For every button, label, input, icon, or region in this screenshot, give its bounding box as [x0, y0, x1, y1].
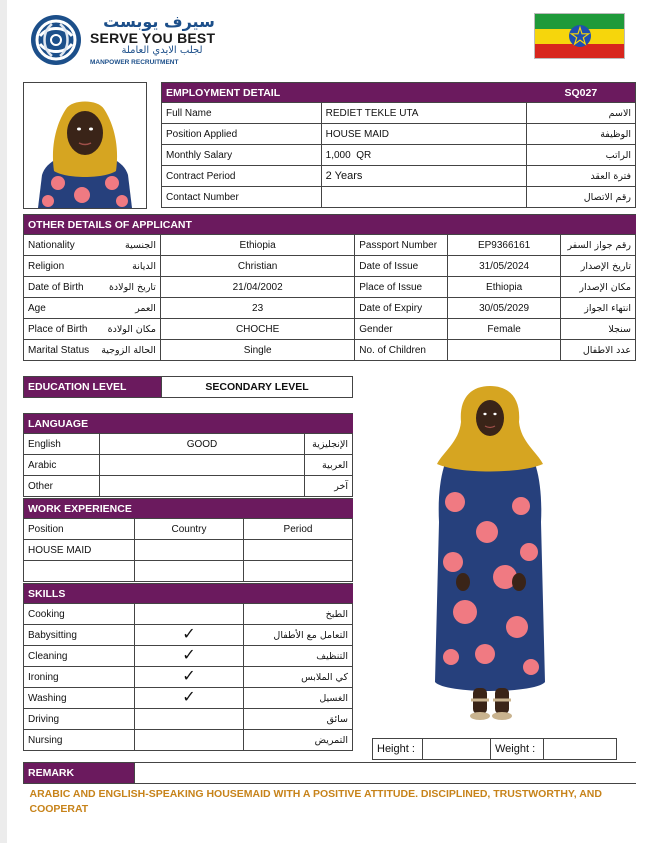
field-label: Date of Issue [355, 256, 448, 277]
field-label: Date of Expiry [355, 298, 448, 319]
skill-label-ar: الغسيل [244, 688, 353, 709]
work-country-cell [135, 561, 244, 582]
skill-label: Cooking [24, 604, 135, 625]
table-row [162, 145, 636, 166]
table-row [24, 730, 353, 751]
field-label: Date of Birth [24, 277, 94, 298]
weight-label: Weight : [491, 739, 544, 760]
full-name-value: REDIET TEKLE UTA [321, 103, 527, 124]
employment-detail-table [161, 82, 636, 208]
skill-check-cell [135, 709, 244, 730]
skill-label-ar: كي الملابس [244, 667, 353, 688]
other-language-value [100, 476, 305, 497]
height-weight-table [372, 738, 617, 760]
skill-label: Driving [24, 709, 135, 730]
logo-arabic-name: سيرف يوبست [103, 12, 215, 31]
field-label-ar: الوظيفة [527, 124, 636, 145]
company-logo [28, 12, 228, 68]
table-row [24, 709, 353, 730]
field-label-ar: الاسم [527, 103, 636, 124]
marital-status-value: Single [160, 340, 354, 361]
field-label-ar: رقم جواز السفر [560, 235, 635, 256]
field-label-ar: الديانة [93, 256, 160, 277]
skill-check-cell [135, 688, 244, 709]
field-label: No. of Children [355, 340, 448, 361]
place-of-birth-value: CHOCHE [160, 319, 354, 340]
date-of-expiry-value: 30/05/2029 [448, 298, 561, 319]
checkmark-icon: ✓ [182, 626, 196, 643]
work-period-cell [244, 561, 353, 582]
table-header-row [24, 519, 353, 540]
skill-check-cell [135, 604, 244, 625]
skill-label: Babysitting [24, 625, 135, 646]
skill-label-ar: التعامل مع الأطفال [244, 625, 353, 646]
skill-check-cell [135, 667, 244, 688]
ethiopia-flag [534, 13, 625, 59]
logo-arabic-sub: لجلب الايدي العاملة [121, 45, 203, 56]
field-label: Marital Status [24, 340, 94, 361]
field-label-ar: العمر [93, 298, 160, 319]
contract-value: 2 Years [321, 166, 527, 187]
field-label-ar: فترة العقد [527, 166, 636, 187]
page-margin-bar [0, 0, 7, 843]
field-label-ar: الحالة الزوجية [93, 340, 160, 361]
place-of-issue-value: Ethiopia [448, 277, 561, 298]
field-label-ar: الراتب [527, 145, 636, 166]
field-label-ar: عدد الاطفال [560, 340, 635, 361]
nationality-value: Ethiopia [160, 235, 354, 256]
table-row [162, 187, 636, 208]
work-period-cell [244, 540, 353, 561]
table-row [24, 256, 636, 277]
skill-label: Ironing [24, 667, 135, 688]
field-label: Religion [24, 256, 94, 277]
table-row [162, 166, 636, 187]
date-of-issue-value: 31/05/2024 [448, 256, 561, 277]
field-label: Contact Number [162, 187, 322, 208]
logo-knot-icon [28, 12, 84, 68]
english-level-value: GOOD [100, 434, 305, 455]
skill-check-cell [135, 646, 244, 667]
field-label-ar: العربية [305, 455, 353, 476]
employment-header: EMPLOYMENT DETAIL [162, 83, 527, 103]
table-row [24, 604, 353, 625]
work-experience-header: WORK EXPERIENCE [24, 499, 353, 519]
table-row [24, 277, 636, 298]
field-label-ar: آخر [305, 476, 353, 497]
field-label: Passport Number [355, 235, 448, 256]
field-label: Age [24, 298, 94, 319]
work-experience-table [23, 498, 353, 582]
work-country-cell [135, 540, 244, 561]
table-row [24, 540, 353, 561]
age-value: 23 [160, 298, 354, 319]
field-label: Gender [355, 319, 448, 340]
table-row [24, 434, 353, 455]
skill-label-ar: الطبخ [244, 604, 353, 625]
checkmark-icon: ✓ [182, 668, 196, 685]
logo-english-name: SERVE YOU BEST [90, 30, 216, 46]
table-row [24, 646, 353, 667]
field-label: Monthly Salary [162, 145, 322, 166]
field-label-ar: الجنسية [93, 235, 160, 256]
field-label: Nationality [24, 235, 94, 256]
field-label-ar: سنجلا [560, 319, 635, 340]
field-label-ar: رقم الاتصال [527, 187, 636, 208]
field-label-ar: مكان الإصدار [560, 277, 635, 298]
work-position-cell [24, 561, 135, 582]
education-level-table [23, 376, 353, 398]
position-value: HOUSE MAID [321, 124, 527, 145]
applicant-headshot [23, 82, 147, 209]
field-label-ar: تاريخ الولادة [93, 277, 160, 298]
education-label: EDUCATION LEVEL [24, 377, 162, 398]
applicant-full-body-photo [425, 382, 555, 724]
field-label: Place of Birth [24, 319, 94, 340]
children-value [448, 340, 561, 361]
table-row [24, 298, 636, 319]
salary-value: 1,000 QR [321, 145, 527, 166]
field-label-ar: مكان الولادة [93, 319, 160, 340]
skill-label: Nursing [24, 730, 135, 751]
reference-code: SQ027 [527, 83, 636, 103]
flag-star-emblem-icon [568, 24, 592, 48]
weight-value [544, 739, 617, 760]
field-label-ar: تاريخ الإصدار [560, 256, 635, 277]
column-header-period: Period [244, 519, 353, 540]
skills-table [23, 583, 353, 751]
skill-label-ar: التنظيف [244, 646, 353, 667]
field-label-ar: انتهاء الجواز [560, 298, 635, 319]
field-label: Place of Issue [355, 277, 448, 298]
language-header: LANGUAGE [24, 414, 353, 434]
logo-sub: MANPOWER RECRUITMENT [90, 59, 179, 66]
date-of-birth-value: 21/04/2002 [160, 277, 354, 298]
passport-number-value: EP9366161 [448, 235, 561, 256]
field-label: Other [24, 476, 100, 497]
table-row [162, 124, 636, 145]
remark-text: ARABIC AND ENGLISH-SPEAKING HOUSEMAID WITH A POSITIVE ATTITUDE. DISCIPLINED, TRUSTWORTHY, AND COOPERAT [24, 784, 637, 821]
table-row [24, 667, 353, 688]
remark-header: REMARK [24, 763, 135, 784]
field-label-ar: الإنجليزية [305, 434, 353, 455]
education-value: SECONDARY LEVEL [162, 377, 353, 398]
contact-value [321, 187, 527, 208]
table-row [24, 561, 353, 582]
table-row [24, 235, 636, 256]
field-label: Full Name [162, 103, 322, 124]
arabic-level-value [100, 455, 305, 476]
gender-value: Female [448, 319, 561, 340]
table-row [24, 455, 353, 476]
skill-check-cell [135, 730, 244, 751]
other-details-table [23, 214, 636, 361]
remark-table [23, 762, 636, 820]
field-label: Arabic [24, 455, 100, 476]
table-row [24, 340, 636, 361]
skill-label-ar: التمريض [244, 730, 353, 751]
skill-check-cell [135, 625, 244, 646]
table-row [24, 688, 353, 709]
field-label: English [24, 434, 100, 455]
table-row [24, 476, 353, 497]
height-label: Height : [373, 739, 423, 760]
skill-label: Washing [24, 688, 135, 709]
table-row [162, 103, 636, 124]
skills-header: SKILLS [24, 584, 353, 604]
work-position-cell: HOUSE MAID [24, 540, 135, 561]
table-row [24, 625, 353, 646]
checkmark-icon: ✓ [182, 689, 196, 706]
other-details-header: OTHER DETAILS OF APPLICANT [24, 215, 636, 235]
field-label: Position Applied [162, 124, 322, 145]
skill-label: Cleaning [24, 646, 135, 667]
skill-label-ar: سائق [244, 709, 353, 730]
column-header-country: Country [135, 519, 244, 540]
column-header-position: Position [24, 519, 135, 540]
checkmark-icon: ✓ [182, 647, 196, 664]
religion-value: Christian [160, 256, 354, 277]
table-row [24, 319, 636, 340]
height-value [423, 739, 491, 760]
field-label: Contract Period [162, 166, 322, 187]
language-table [23, 413, 353, 497]
